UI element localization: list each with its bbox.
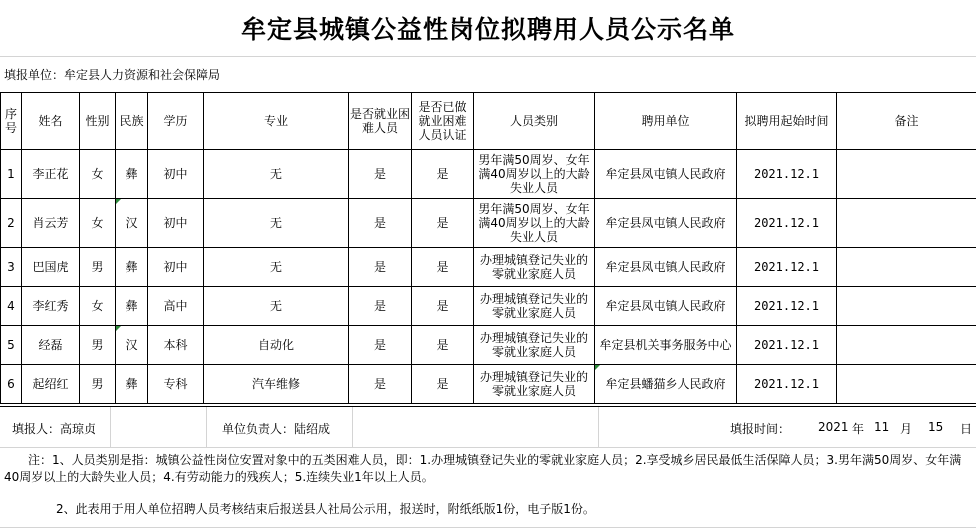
cell-gender: 女 xyxy=(80,150,116,199)
cell-hardship: 是 xyxy=(349,365,412,404)
divider xyxy=(110,407,111,447)
cell-major: 无 xyxy=(204,199,349,248)
cell-remark xyxy=(837,248,976,287)
cell-category: 男年满50周岁、女年满40周岁以上的大龄失业人员 xyxy=(474,199,595,248)
cell-gender: 男 xyxy=(80,248,116,287)
header-gender: 性别 xyxy=(80,93,116,150)
reporter-label: 填报人：高琼贞 xyxy=(12,422,97,436)
header-major: 专业 xyxy=(204,93,349,150)
page-title: 牟定县城镇公益性岗位拟聘用人员公示名单 xyxy=(0,0,976,57)
cell-certified: 是 xyxy=(412,199,474,248)
cell-category: 男年满50周岁、女年满40周岁以上的大龄失业人员 xyxy=(474,150,595,199)
cell-major: 自动化 xyxy=(204,326,349,365)
header-category: 人员类别 xyxy=(474,93,595,150)
cell-employer: 牟定县凤屯镇人民政府 xyxy=(595,150,737,199)
divider xyxy=(598,407,599,447)
table-row xyxy=(1,326,976,365)
cell-education: 高中 xyxy=(148,287,204,326)
header-education: 学历 xyxy=(148,93,204,150)
cell-employer: 牟定县凤屯镇人民政府 xyxy=(595,248,737,287)
cell-remark xyxy=(837,199,976,248)
cell-seq: 4 xyxy=(1,287,22,326)
cell-start: 2021.12.1 xyxy=(737,248,837,287)
cell-name: 李红秀 xyxy=(22,287,80,326)
cell-employer: 牟定县机关事务服务中心 xyxy=(595,326,737,365)
cell-seq: 6 xyxy=(1,365,22,404)
cell-name: 经磊 xyxy=(22,326,80,365)
cell-ethnicity: 汉 xyxy=(116,326,148,365)
cell-seq: 1 xyxy=(1,150,22,199)
cell-education: 本科 xyxy=(148,326,204,365)
cell-gender: 女 xyxy=(80,199,116,248)
cell-major: 无 xyxy=(204,248,349,287)
cell-name: 肖云芳 xyxy=(22,199,80,248)
cell-certified: 是 xyxy=(412,287,474,326)
cell-start: 2021.12.1 xyxy=(737,365,837,404)
table-row xyxy=(1,150,976,199)
cell-certified: 是 xyxy=(412,326,474,365)
note-usage: 2、此表用于用人单位招聘人员考核结束后报送县人社局公示用，报送时，附纸纸版1份，电子版1份。 xyxy=(56,502,595,516)
table-row xyxy=(1,287,976,326)
table-row xyxy=(1,199,976,248)
cell-seq: 3 xyxy=(1,248,22,287)
cell-remark xyxy=(837,365,976,404)
fill-month-unit: 月 xyxy=(900,422,913,436)
cell-hardship: 是 xyxy=(349,199,412,248)
header-start: 拟聘用起始时间 xyxy=(737,93,837,150)
cell-hardship: 是 xyxy=(349,150,412,199)
cell-name: 起绍红 xyxy=(22,365,80,404)
fill-day-unit: 日 xyxy=(960,422,973,436)
signoff-row xyxy=(0,406,976,448)
cell-certified: 是 xyxy=(412,150,474,199)
cell-major: 无 xyxy=(204,150,349,199)
cell-employer: 牟定县蟠猫乡人民政府 xyxy=(595,365,737,404)
cell-category: 办理城镇登记失业的零就业家庭人员 xyxy=(474,287,595,326)
header-ethnicity: 民族 xyxy=(116,93,148,150)
cell-certified: 是 xyxy=(412,365,474,404)
header-remark: 备注 xyxy=(837,93,976,150)
cell-seq: 5 xyxy=(1,326,22,365)
fill-time-label: 填报时间： xyxy=(730,422,791,436)
leader-label: 单位负责人：陆绍成 xyxy=(222,422,331,436)
cell-start: 2021.12.1 xyxy=(737,326,837,365)
cell-start: 2021.12.1 xyxy=(737,150,837,199)
cell-start: 2021.12.1 xyxy=(737,287,837,326)
fill-year: 2021 xyxy=(818,420,849,434)
table-header-row xyxy=(1,93,976,150)
header-employer: 聘用单位 xyxy=(595,93,737,150)
cell-education: 初中 xyxy=(148,199,204,248)
cell-category: 办理城镇登记失业的零就业家庭人员 xyxy=(474,365,595,404)
cell-gender: 男 xyxy=(80,326,116,365)
personnel-table xyxy=(0,92,976,404)
cell-remark xyxy=(837,150,976,199)
cell-ethnicity: 汉 xyxy=(116,199,148,248)
cell-remark xyxy=(837,326,976,365)
cell-remark xyxy=(837,287,976,326)
header-seq: 序号 xyxy=(1,93,22,150)
cell-employer: 牟定县凤屯镇人民政府 xyxy=(595,199,737,248)
cell-category: 办理城镇登记失业的零就业家庭人员 xyxy=(474,326,595,365)
cell-name: 巴国虎 xyxy=(22,248,80,287)
fill-day: 15 xyxy=(928,420,944,434)
cell-ethnicity: 彝 xyxy=(116,150,148,199)
table-row xyxy=(1,248,976,287)
divider xyxy=(352,407,353,447)
cell-education: 专科 xyxy=(148,365,204,404)
header-name: 姓名 xyxy=(22,93,80,150)
cell-education: 初中 xyxy=(148,150,204,199)
cell-gender: 男 xyxy=(80,365,116,404)
header-certified: 是否已做就业困难人员认证 xyxy=(412,93,474,150)
header-hardship: 是否就业困难人员 xyxy=(349,93,412,150)
divider xyxy=(206,407,207,447)
cell-gender: 女 xyxy=(80,287,116,326)
cell-name: 李正花 xyxy=(22,150,80,199)
cell-ethnicity: 彝 xyxy=(116,365,148,404)
cell-ethnicity: 彝 xyxy=(116,248,148,287)
cell-seq: 2 xyxy=(1,199,22,248)
cell-hardship: 是 xyxy=(349,287,412,326)
fill-year-unit: 年 xyxy=(852,422,865,436)
cell-employer: 牟定县凤屯镇人民政府 xyxy=(595,287,737,326)
table-row xyxy=(1,365,976,404)
filler-unit: 填报单位：牟定县人力资源和社会保障局 xyxy=(4,67,221,82)
cell-education: 初中 xyxy=(148,248,204,287)
cell-hardship: 是 xyxy=(349,326,412,365)
cell-category: 办理城镇登记失业的零就业家庭人员 xyxy=(474,248,595,287)
cell-major: 汽车维修 xyxy=(204,365,349,404)
cell-major: 无 xyxy=(204,287,349,326)
cell-hardship: 是 xyxy=(349,248,412,287)
cell-certified: 是 xyxy=(412,248,474,287)
fill-month: 11 xyxy=(874,420,890,434)
note-category: 注：1、人员类别是指：城镇公益性岗位安置对象中的五类困难人员，即：1.办理城镇登记失业的零就业家庭人员；2.享受城乡居民最低生活保障人员；3.男年满50周岁、女年满40周岁以上的大龄失业人员；4.有劳动能力的残疾人；5.连续失业1年以上人员。 xyxy=(4,453,962,484)
cell-start: 2021.12.1 xyxy=(737,199,837,248)
cell-ethnicity: 彝 xyxy=(116,287,148,326)
